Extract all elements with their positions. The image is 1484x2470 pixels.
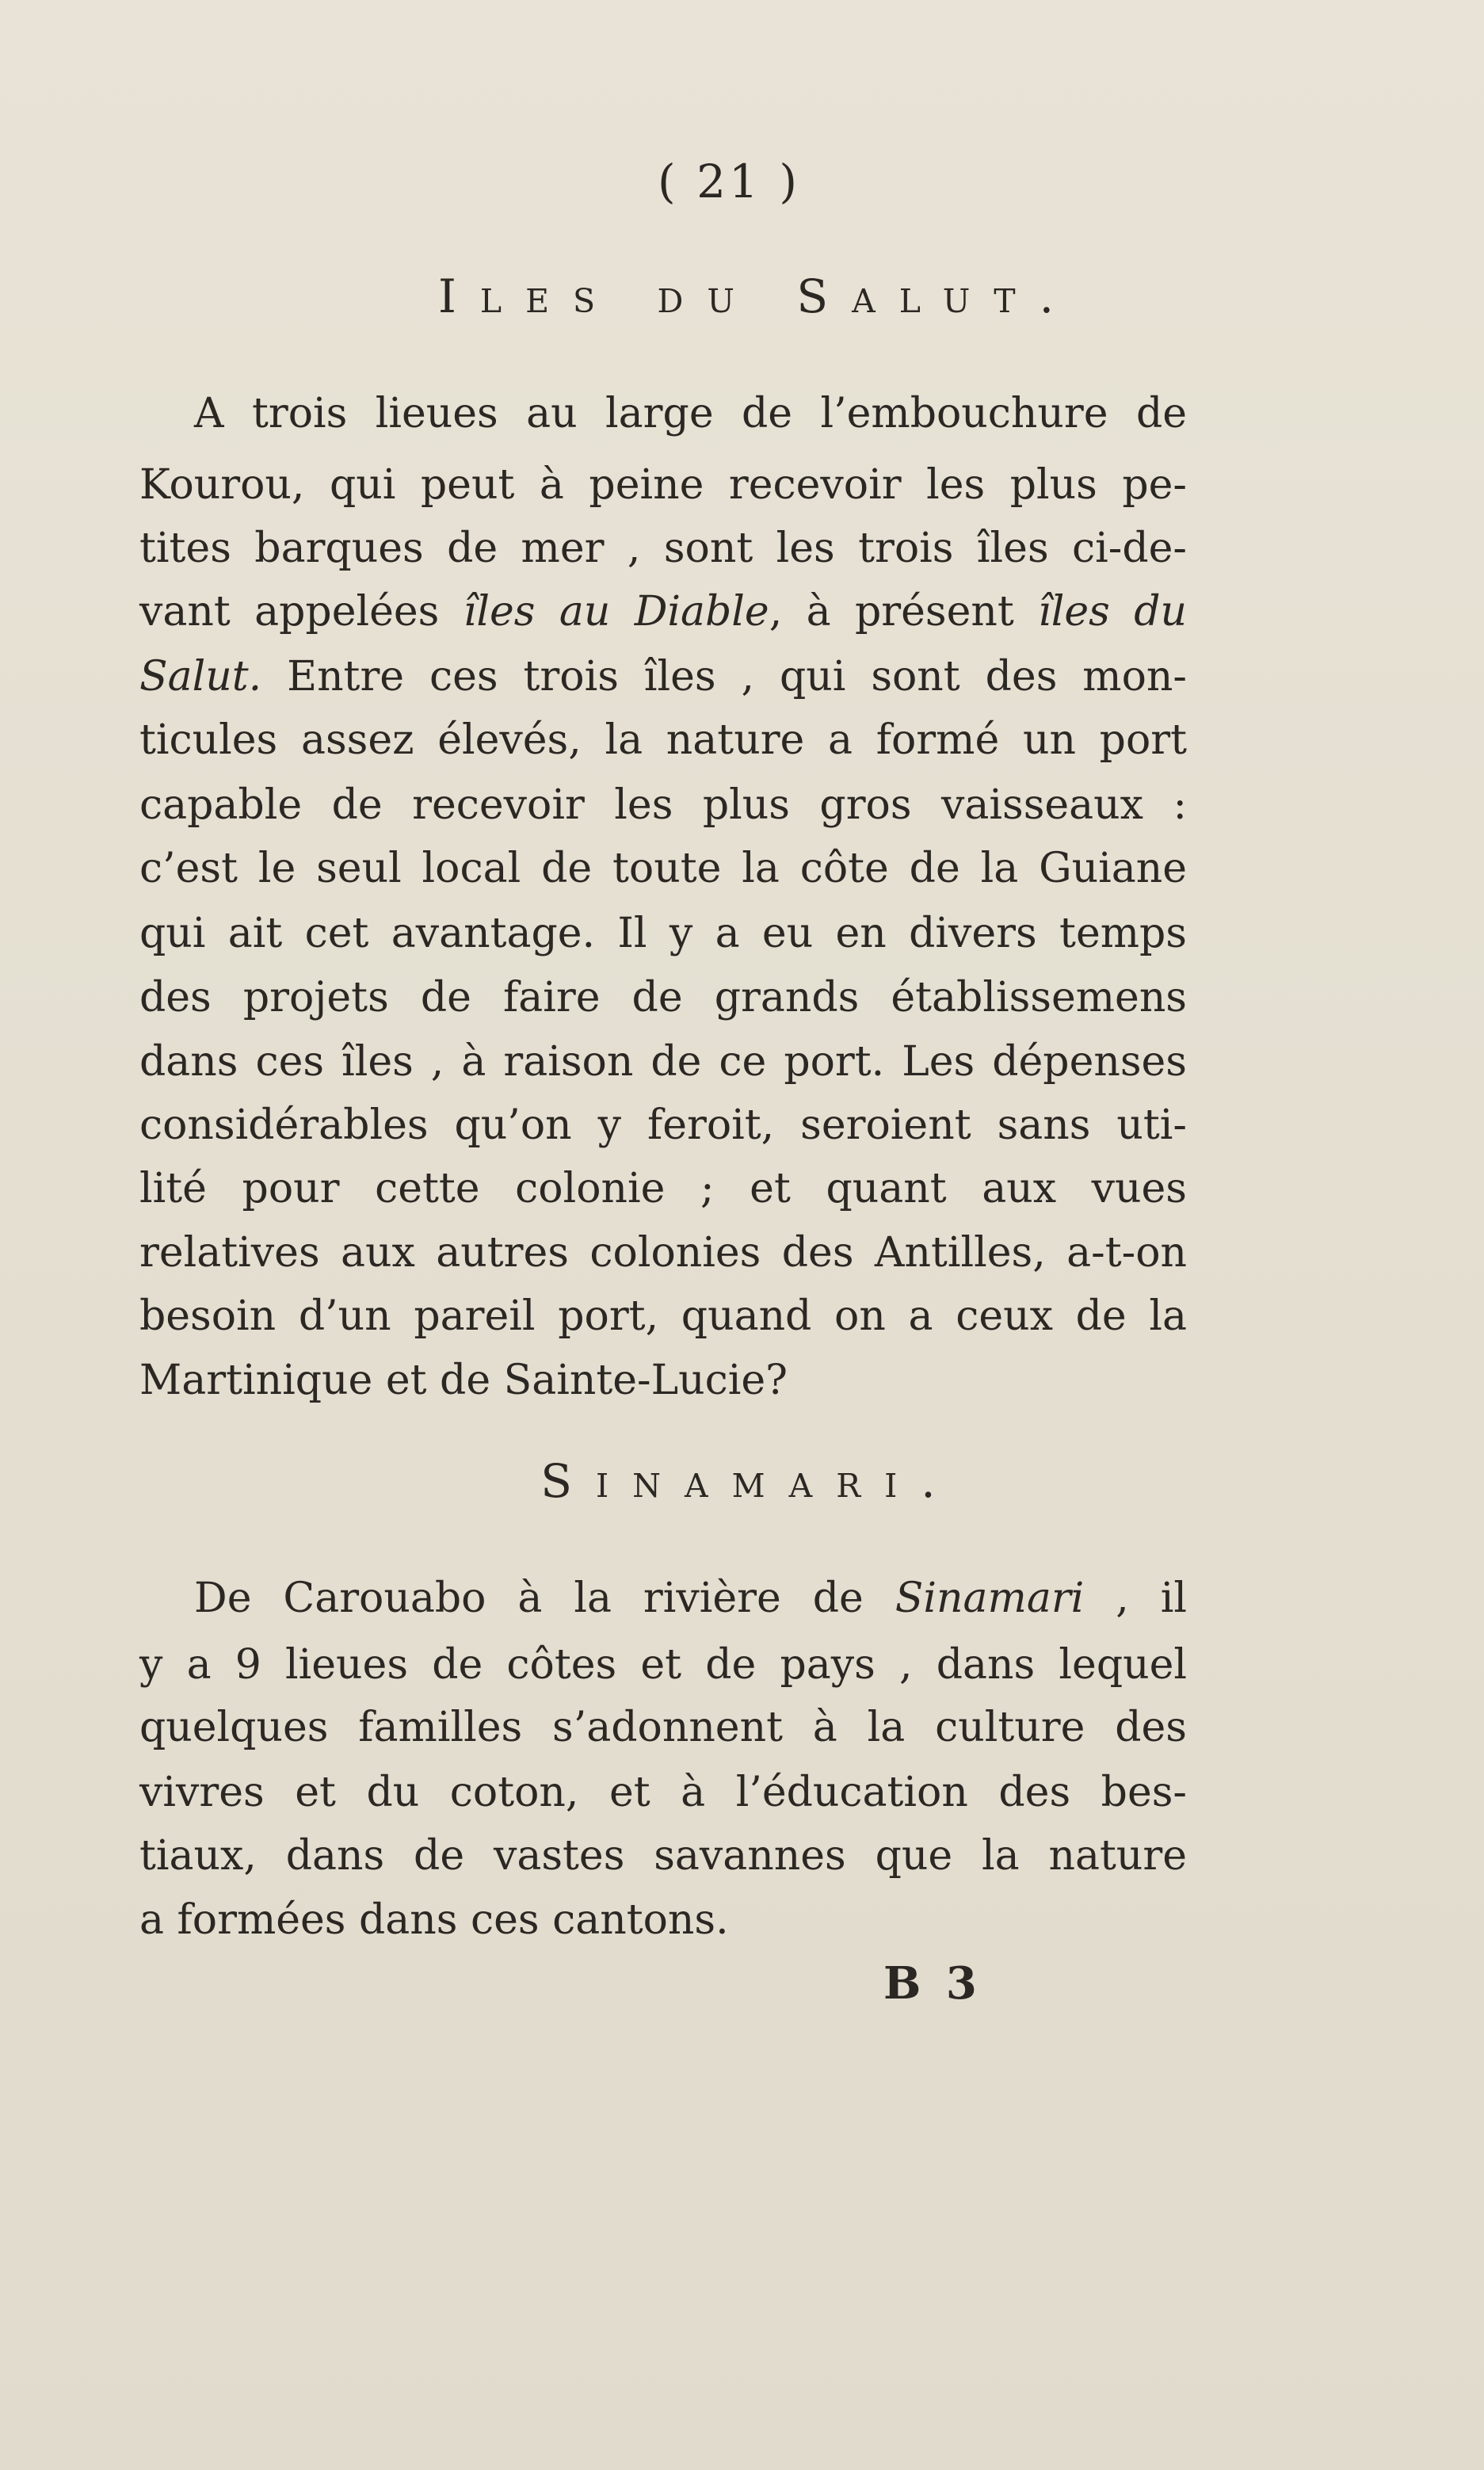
- paragraph-line: A trois lieues au large de l’embouchure de: [194, 390, 1187, 437]
- page-number: ( 21 ): [658, 155, 800, 208]
- paragraph-line: dans ces îles , à raison de ce port. Les dépenses: [139, 1038, 1187, 1086]
- italic-text: Sinamari: [895, 1575, 1085, 1622]
- paragraph-line: quelques familles s’adonnent à la culture des: [139, 1704, 1187, 1751]
- section-heading-sinamari: Sinamari.: [540, 1454, 959, 1508]
- paragraph-line: y a 9 lieues de côtes et de pays , dans lequel: [139, 1641, 1187, 1689]
- paragraph-line: lité pour cette colonie ; et quant aux vues: [139, 1165, 1187, 1212]
- paragraph-line: relatives aux autres colonies des Antilles, a-t-on: [139, 1229, 1187, 1277]
- paragraph-line: qui ait cet avantage. Il y a eu en divers temps: [139, 910, 1187, 957]
- paragraph-line: besoin d’un pareil port, quand on a ceux de la: [139, 1292, 1187, 1340]
- paragraph-line: vant appelées îles au Diable, à présent îles du: [139, 588, 1188, 636]
- italic-text: îles au Diable: [463, 588, 769, 636]
- section-heading-iles-du-salut: Iles du Salut.: [437, 269, 1078, 323]
- italic-text: Salut.: [139, 653, 262, 701]
- paragraph-line: c’est le seul local de toute la côte de la Guiane: [139, 845, 1187, 892]
- paragraph-line: a formées dans ces cantons.: [139, 1896, 729, 1944]
- paragraph-line: De Carouabo à la rivière de Sinamari , il: [194, 1575, 1187, 1622]
- paragraph-line: des projets de faire de grands établissemens: [139, 974, 1187, 1021]
- signature-mark: B 3: [883, 1957, 982, 2010]
- paragraph-line: Salut. Entre ces trois îles , qui sont des mon-: [139, 653, 1187, 701]
- paragraph-line: capable de recevoir les plus gros vaisseaux :: [139, 781, 1187, 829]
- italic-text: îles du: [1038, 588, 1188, 636]
- paragraph-line: ticules assez élevés, la nature a formé un port: [139, 716, 1187, 764]
- paragraph-line: considérables qu’on y feroit, seroient sans uti-: [139, 1101, 1187, 1149]
- paragraph-line: Martinique et de Sainte-Lucie?: [139, 1357, 788, 1404]
- paragraph-line: Kourou, qui peut à peine recevoir les plus pe-: [139, 461, 1187, 509]
- paragraph-line: vivres et du coton, et à l’éducation des bes-: [139, 1769, 1187, 1816]
- paragraph-line: tites barques de mer , sont les trois îles ci-de-: [139, 525, 1187, 572]
- paragraph-line: tiaux, dans de vastes savannes que la nature: [139, 1832, 1187, 1880]
